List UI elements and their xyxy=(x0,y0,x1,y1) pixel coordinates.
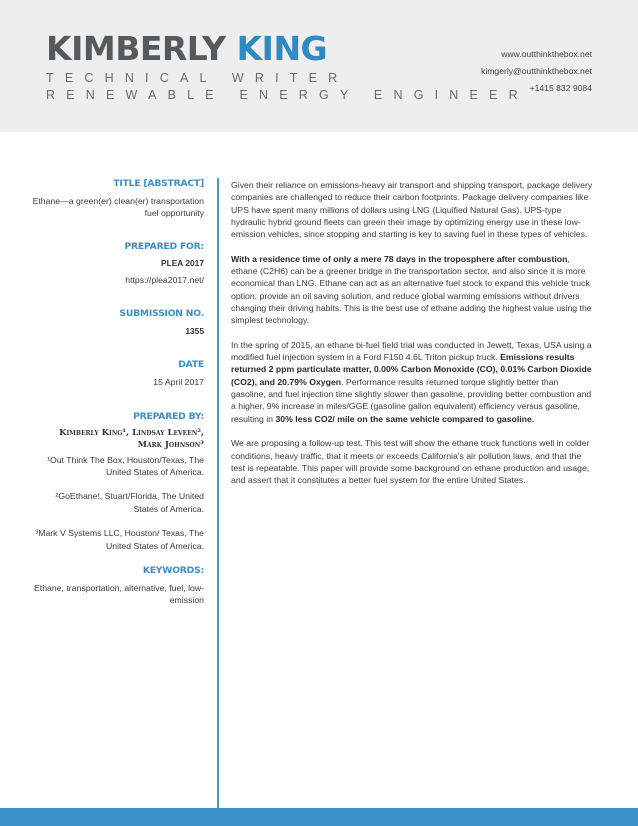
prepared-for-section xyxy=(30,241,204,286)
paragraph-2 xyxy=(231,253,595,327)
prepared-by-label: PREPARED BY: xyxy=(133,410,204,422)
keywords-label: KEYWORDS: xyxy=(142,565,204,577)
email-link[interactable]: kimgerly@outthinkthebox.net xyxy=(481,66,592,76)
submission-section xyxy=(30,308,204,337)
submission-label: SUBMISSION NO. xyxy=(119,308,204,320)
keywords-value: Ethane, transportation, alternative, fuel, low-emission xyxy=(34,583,204,606)
affiliation-1: ¹Out Think The Box, Houston/Texas, The United States of America. xyxy=(47,454,204,478)
paragraph-3-intro: In the spring of 2015, an ethane bi-fuel field trial was conducted in Jewett, Texas, USA using a modified fuel injection system in a Ford F150 4.6L Triton pickup truck. xyxy=(231,339,592,363)
job-title: TECHNICAL WRITER xyxy=(46,71,349,85)
footer-band xyxy=(0,808,638,826)
prepared-for-url[interactable]: https://plea2017.net/ xyxy=(125,274,204,285)
prepared-for-org: PLEA 2017 xyxy=(161,257,204,268)
title-value: Ethane—a green(er) clean(er) transportation fuel opportunity xyxy=(32,196,204,219)
author-name xyxy=(46,30,327,68)
paragraph-4: We are proposing a follow-up test. This test will show the ethane truck functions well in colder conditions, heavy traffic, that it meets or exceeds California's air pollution laws, and that the test is repeatable. This paper will provide some background on ethane production and usage, and assert that it constitutes a better fuel system for the entire United States. xyxy=(231,438,590,486)
keywords-section xyxy=(30,565,204,607)
paragraph-2-text: , ethane (C2H6) can be a greener bridge in the transportation sector, and also since it is more economical than LNG. Ethane can act as an alternative fuel stock to expand this vehicle truck option, provide an oil saving solution, and reduce global warming emissions without drivers changing their driving habits. This is the best use of ethane adding the highest value using the simplest technology. xyxy=(231,253,592,326)
date-section xyxy=(30,359,204,388)
emissions-highlight: Emissions results returned 2 ppm particulate matter, 0.00% Carbon Monoxide (CO), 0.01% Carbon Dioxide (CO2), and 20.79% Oxygen xyxy=(231,352,592,387)
column-divider xyxy=(217,178,219,810)
paragraph-1: Given their reliance on emissions-heavy air transport and shipping transport, package delivery companies are challenged to reduce their carbon footprints. Package delivery companies like UPS have spent many millions of dollars using LNG (Liquified Natural Gas). UPS-type hydraulic hybrid ground fleets can green their image by optimizing energy use in these low-emission vehicles, since stopping and starting is key to saving fuel in these types of vehicles. xyxy=(231,180,593,240)
phone-number: +1415 832 9084 xyxy=(529,83,592,93)
date-label: DATE xyxy=(178,359,204,371)
paragraph-3-middle: . Performance results returned torque slightly better than gasoline, and fuel injection time slightly slower than gasoline, providing better combustion and a higher, 9% increase in miles/GGE (gasoline gallon equivalent) efficiency versus gasoline, resulting in xyxy=(231,376,592,424)
affiliation-3: ³Mark V Systems LLC, Houston/ Texas, The United States of America. xyxy=(35,528,204,551)
sidebar xyxy=(30,178,204,607)
abstract-body xyxy=(231,179,595,499)
contact-block xyxy=(481,46,592,97)
affiliation-2: ²GoEthane!, Stuart/Florida, The United States of America. xyxy=(55,491,204,514)
submission-value: 1355 xyxy=(185,326,204,337)
website-link[interactable]: www.outthinkthebox.net xyxy=(501,49,592,59)
authors-line-1: Kimberly King¹, Lindsay Leveen², xyxy=(59,427,204,438)
title-section xyxy=(30,178,204,220)
header-band xyxy=(0,0,638,132)
prepared-by-section xyxy=(30,411,204,552)
first-name: KIMBERLY xyxy=(46,29,226,68)
authors-line-2: Mark Johnson³ xyxy=(137,439,204,450)
title-label: TITLE [ABSTRACT] xyxy=(113,178,204,189)
last-name: KING xyxy=(236,29,328,68)
date-value: 15 April 2017 xyxy=(153,377,204,388)
co2-highlight: 30% less CO2/ mile on the same vehicle compared to gasoline. xyxy=(275,413,535,424)
paragraph-3 xyxy=(231,339,595,425)
prepared-for-label: PREPARED FOR: xyxy=(124,240,204,252)
job-specialty: RENEWABLE ENERGY ENGINEER xyxy=(46,88,529,102)
residence-time-highlight: With a residence time of only a mere 78 days in the troposphere after combustion xyxy=(231,253,568,264)
